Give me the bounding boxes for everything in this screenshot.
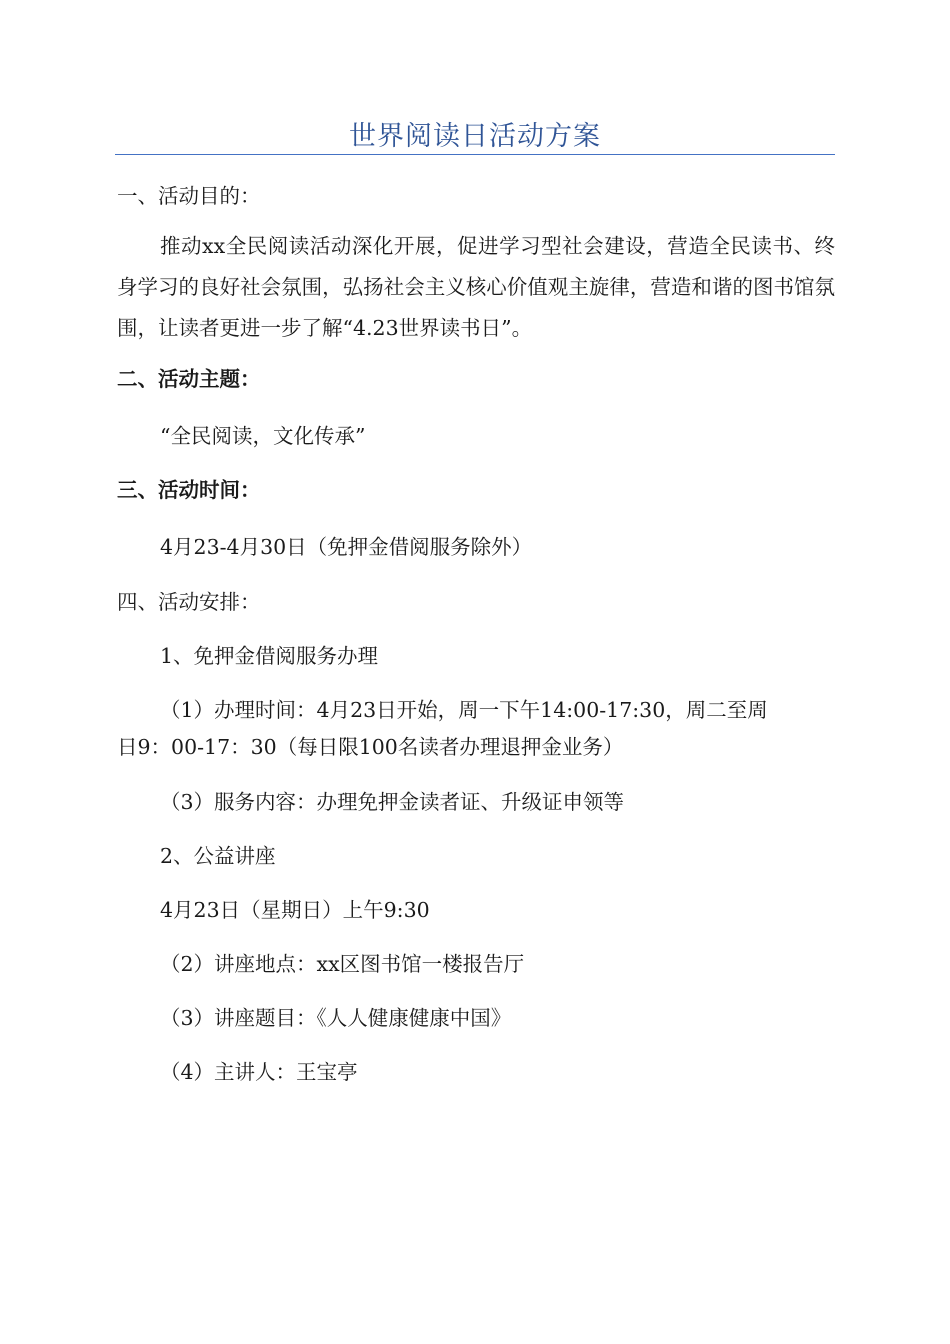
item2-speaker: （4）主讲人：王宝亭 [160,1060,358,1084]
item1-hours-line2: 日9：00-17：30（每日限100名读者办理退押金业务） [117,735,624,759]
item2-topic: （3）讲座题目：《人人健康健康中国》 [160,1006,512,1030]
item1-title: 1、免押金借阅服务办理 [160,644,379,668]
section1-body: 推动xx全民阅读活动深化开展，促进学习型社会建设，营造全民读书、终身学习的良好社会氛围，弘扬社会主义核心价值观主旋律，营造和谐的图书馆氛围，让读者更进一步了解“4.23世界读书日”。 [117,234,835,340]
item2-datetime: 4月23日（星期日）上午9:30 [160,898,430,922]
item1-content: （3）服务内容：办理免押金读者证、升级证申领等 [160,790,625,814]
section4-heading: 四、活动安排： [117,590,261,614]
item2-title: 2、公益讲座 [160,844,276,868]
title-underline [115,154,835,155]
section2-heading: 二、活动主题： [117,367,261,391]
document-title: 世界阅读日活动方案 [349,121,601,152]
item1-hours-line1: （1）办理时间：4月23日开始，周一下午14:00-17:30，周二至周 [160,698,768,722]
item2-location: （2）讲座地点：xx区图书馆一楼报告厅 [160,952,525,976]
section3-time: 4月23-4月30日（免押金借阅服务除外） [160,535,533,559]
section1-heading: 一、活动目的： [117,184,261,208]
section3-heading: 三、活动时间： [117,478,261,502]
section2-theme: “全民阅读，文化传承” [160,424,366,448]
